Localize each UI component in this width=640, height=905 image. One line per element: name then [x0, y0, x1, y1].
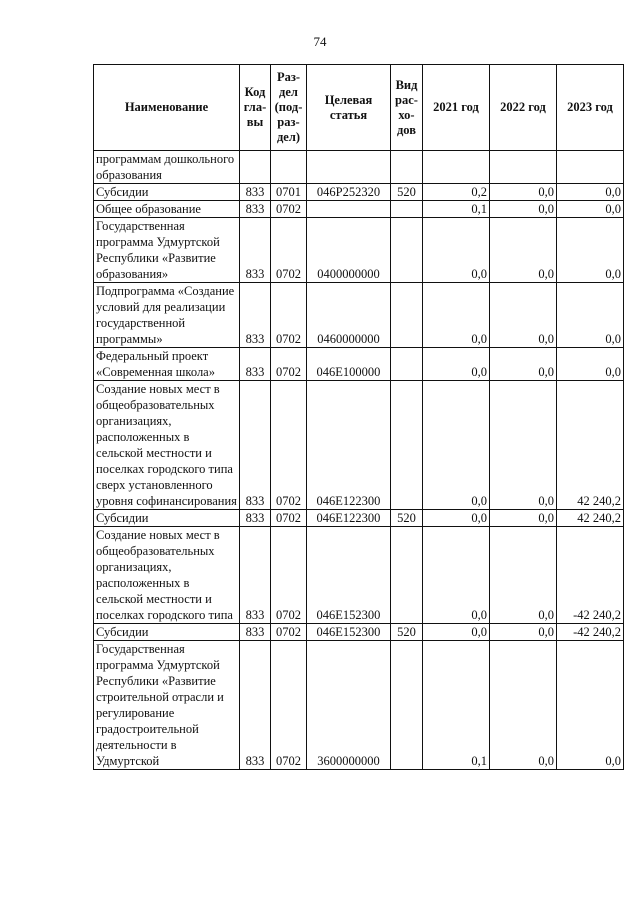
row-chapter: 833 [240, 348, 271, 381]
row-expense: 520 [391, 184, 423, 201]
row-section: 0702 [271, 283, 307, 348]
row-2023: 42 240,2 [557, 381, 624, 510]
table-row [94, 184, 624, 201]
row-name: Субсидии [94, 510, 240, 527]
row-name: Государственная программа Удмуртской Республики «Развитие строительной отрасли и регулирование градостроительной деятельности в Удмуртской [94, 641, 240, 770]
row-2022: 0,0 [490, 218, 557, 283]
row-2022 [490, 151, 557, 184]
row-name: Создание новых мест в общеобразовательных организациях, расположенных в сельской местности и поселках городского типа [94, 527, 240, 624]
row-chapter: 833 [240, 641, 271, 770]
header-target-label: Целевая статья [324, 92, 373, 122]
header-row [94, 65, 624, 151]
header-name: Наименование [94, 65, 240, 151]
row-chapter: 833 [240, 510, 271, 527]
row-2021: 0,0 [423, 348, 490, 381]
table-row [94, 151, 624, 184]
table-row [94, 624, 624, 641]
row-section: 0702 [271, 348, 307, 381]
row-2022: 0,0 [490, 184, 557, 201]
row-expense [391, 381, 423, 510]
table-row [94, 641, 624, 770]
row-2021: 0,1 [423, 641, 490, 770]
row-2023: 0,0 [557, 201, 624, 218]
row-target [307, 151, 391, 184]
row-2023: 0,0 [557, 641, 624, 770]
header-section-label: Раз-дел (под-раз-дел) [274, 70, 303, 144]
row-expense [391, 283, 423, 348]
row-target: 046E152300 [307, 624, 391, 641]
row-chapter: 833 [240, 624, 271, 641]
header-year-2023: 2023 год [557, 65, 624, 151]
row-name: Субсидии [94, 184, 240, 201]
row-name: Федеральный проект «Современная школа» [94, 348, 240, 381]
row-chapter: 833 [240, 381, 271, 510]
row-2022: 0,0 [490, 624, 557, 641]
row-2022: 0,0 [490, 283, 557, 348]
table-row [94, 527, 624, 624]
row-2021: 0,0 [423, 283, 490, 348]
row-expense: 520 [391, 624, 423, 641]
row-name: Субсидии [94, 624, 240, 641]
row-expense [391, 348, 423, 381]
row-expense [391, 641, 423, 770]
row-2023: 0,0 [557, 184, 624, 201]
table-row [94, 218, 624, 283]
header-chapter-code-label: Код гла-вы [243, 85, 267, 129]
row-2023: -42 240,2 [557, 527, 624, 624]
row-2023: 42 240,2 [557, 510, 624, 527]
row-2022: 0,0 [490, 510, 557, 527]
row-name: Общее образование [94, 201, 240, 218]
table-row [94, 381, 624, 510]
row-section: 0701 [271, 184, 307, 201]
row-2021: 0,0 [423, 527, 490, 624]
row-section [271, 151, 307, 184]
row-target: 046E152300 [307, 527, 391, 624]
row-name: программам дошкольного образования [94, 151, 240, 184]
header-year-2021: 2021 год [423, 65, 490, 151]
header-target [307, 65, 391, 151]
row-2022: 0,0 [490, 527, 557, 624]
row-target: 046E122300 [307, 381, 391, 510]
row-target: 046E122300 [307, 510, 391, 527]
row-2021: 0,0 [423, 381, 490, 510]
table-row [94, 201, 624, 218]
row-chapter: 833 [240, 218, 271, 283]
row-2021: 0,0 [423, 218, 490, 283]
row-2022: 0,0 [490, 201, 557, 218]
row-2023: 0,0 [557, 348, 624, 381]
row-section: 0702 [271, 201, 307, 218]
header-year-2022: 2022 год [490, 65, 557, 151]
row-expense [391, 151, 423, 184]
row-section: 0702 [271, 218, 307, 283]
row-2021: 0,0 [423, 624, 490, 641]
row-2022: 0,0 [490, 348, 557, 381]
row-chapter [240, 151, 271, 184]
table-row [94, 348, 624, 381]
header-chapter-code [240, 65, 271, 151]
row-section: 0702 [271, 641, 307, 770]
row-chapter: 833 [240, 184, 271, 201]
row-2021: 0,0 [423, 510, 490, 527]
row-target [307, 201, 391, 218]
row-expense: 520 [391, 510, 423, 527]
row-2022: 0,0 [490, 641, 557, 770]
row-chapter: 833 [240, 283, 271, 348]
row-section: 0702 [271, 510, 307, 527]
row-2021: 0,2 [423, 184, 490, 201]
row-section: 0702 [271, 624, 307, 641]
row-expense [391, 201, 423, 218]
header-expense-type-label: Вид рас-хо-дов [395, 77, 418, 137]
table-row [94, 510, 624, 527]
row-2021 [423, 151, 490, 184]
row-2023: 0,0 [557, 218, 624, 283]
page-number: 74 [313, 34, 327, 49]
row-chapter: 833 [240, 527, 271, 624]
row-name: Создание новых мест в общеобразовательных организациях, расположенных в сельской местности и поселках городского типа сверх установленного уровня софинансирования [94, 381, 240, 510]
row-expense [391, 527, 423, 624]
row-target: 046P252320 [307, 184, 391, 201]
row-target: 0400000000 [307, 218, 391, 283]
header-section [271, 65, 307, 151]
header-expense-type [391, 65, 423, 151]
row-target: 3600000000 [307, 641, 391, 770]
row-target: 046E100000 [307, 348, 391, 381]
row-name: Подпрограмма «Создание условий для реализации государственной программы» [94, 283, 240, 348]
row-2023: 0,0 [557, 283, 624, 348]
row-2022: 0,0 [490, 381, 557, 510]
row-section: 0702 [271, 381, 307, 510]
row-name: Государственная программа Удмуртской Республики «Развитие образования» [94, 218, 240, 283]
row-2023 [557, 151, 624, 184]
budget-table [93, 64, 624, 770]
row-target: 0460000000 [307, 283, 391, 348]
row-expense [391, 218, 423, 283]
row-2023: -42 240,2 [557, 624, 624, 641]
table-row [94, 283, 624, 348]
row-chapter: 833 [240, 201, 271, 218]
row-section: 0702 [271, 527, 307, 624]
row-2021: 0,1 [423, 201, 490, 218]
